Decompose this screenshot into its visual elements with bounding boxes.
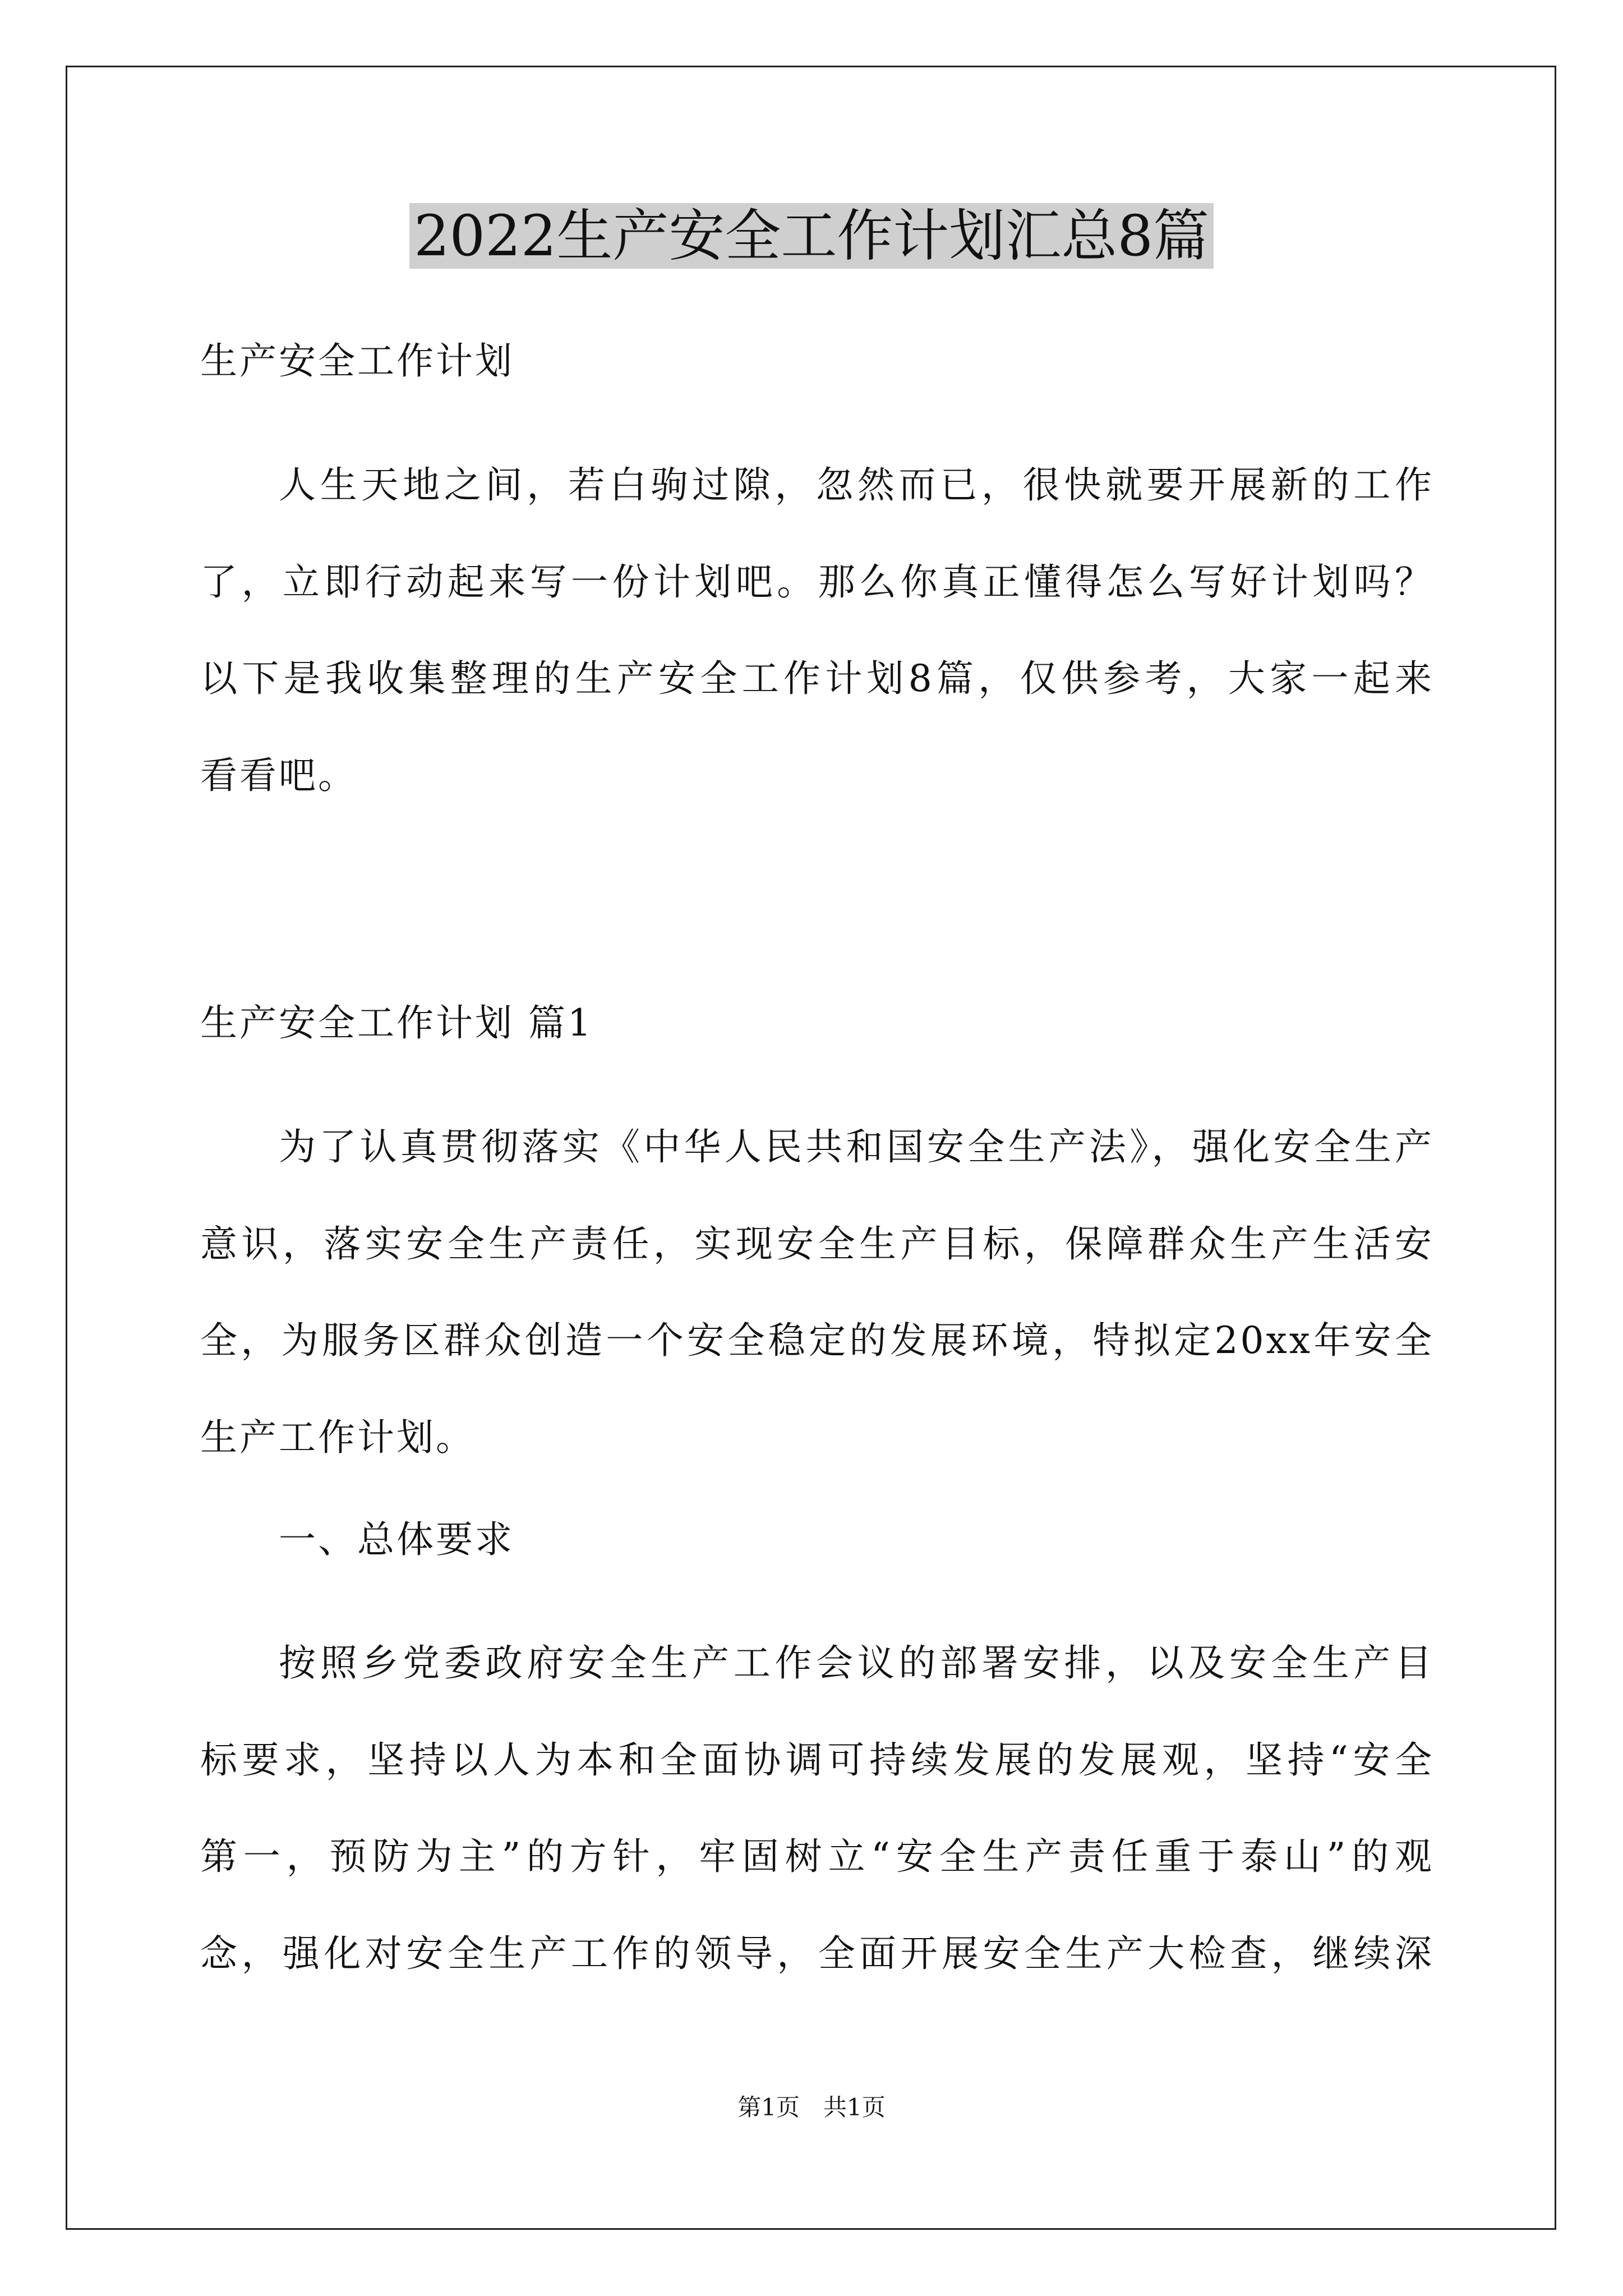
paragraph-line: 标要求，坚持以人为本和全面协调可持续发展的发展观，坚持“安全 xyxy=(200,1738,1434,1782)
paragraph-line: 第一，预防为主”的方针，牢固树立“安全生产责任重于泰山”的观 xyxy=(200,1835,1434,1878)
document-title-text: 2022生产安全工作计划汇总8篇 xyxy=(409,203,1214,269)
paragraph-line: 为了认真贯彻落实《中华人民共和国安全生产法》，强化安全生产 xyxy=(279,1125,1434,1168)
paragraph-line: 按照乡党委政府安全生产工作会议的部署安排，以及安全生产目 xyxy=(279,1641,1434,1685)
section-heading: 生产安全工作计划 xyxy=(200,339,514,383)
section-heading: 生产安全工作计划 篇1 xyxy=(200,1001,593,1045)
paragraph-line: 全，为服务区群众创造一个安全稳定的发展环境，特拟定20xx年安全 xyxy=(200,1319,1434,1362)
paragraph-line: 人生天地之间，若白驹过隙，忽然而已，很快就要开展新的工作 xyxy=(279,463,1434,507)
paragraph-line: 生产工作计划。 xyxy=(200,1416,475,1459)
paragraph-line: 以下是我收集整理的生产安全工作计划8篇，仅供参考，大家一起来 xyxy=(200,657,1434,700)
subsection-heading: 一、总体要求 xyxy=(279,1518,514,1561)
paragraph-line: 念，强化对安全生产工作的领导，全面开展安全生产大检查，继续深 xyxy=(200,1932,1434,1975)
paragraph-line: 意识，落实安全生产责任，实现安全生产目标，保障群众生产生活安 xyxy=(200,1222,1434,1266)
paragraph-line: 看看吧。 xyxy=(200,754,357,797)
page-footer: 第1页 共1页 xyxy=(737,2093,886,2121)
document-title xyxy=(0,198,1623,274)
paragraph-line: 了，立即行动起来写一份计划吧。那么你真正懂得怎么写好计划吗？ xyxy=(200,560,1434,604)
